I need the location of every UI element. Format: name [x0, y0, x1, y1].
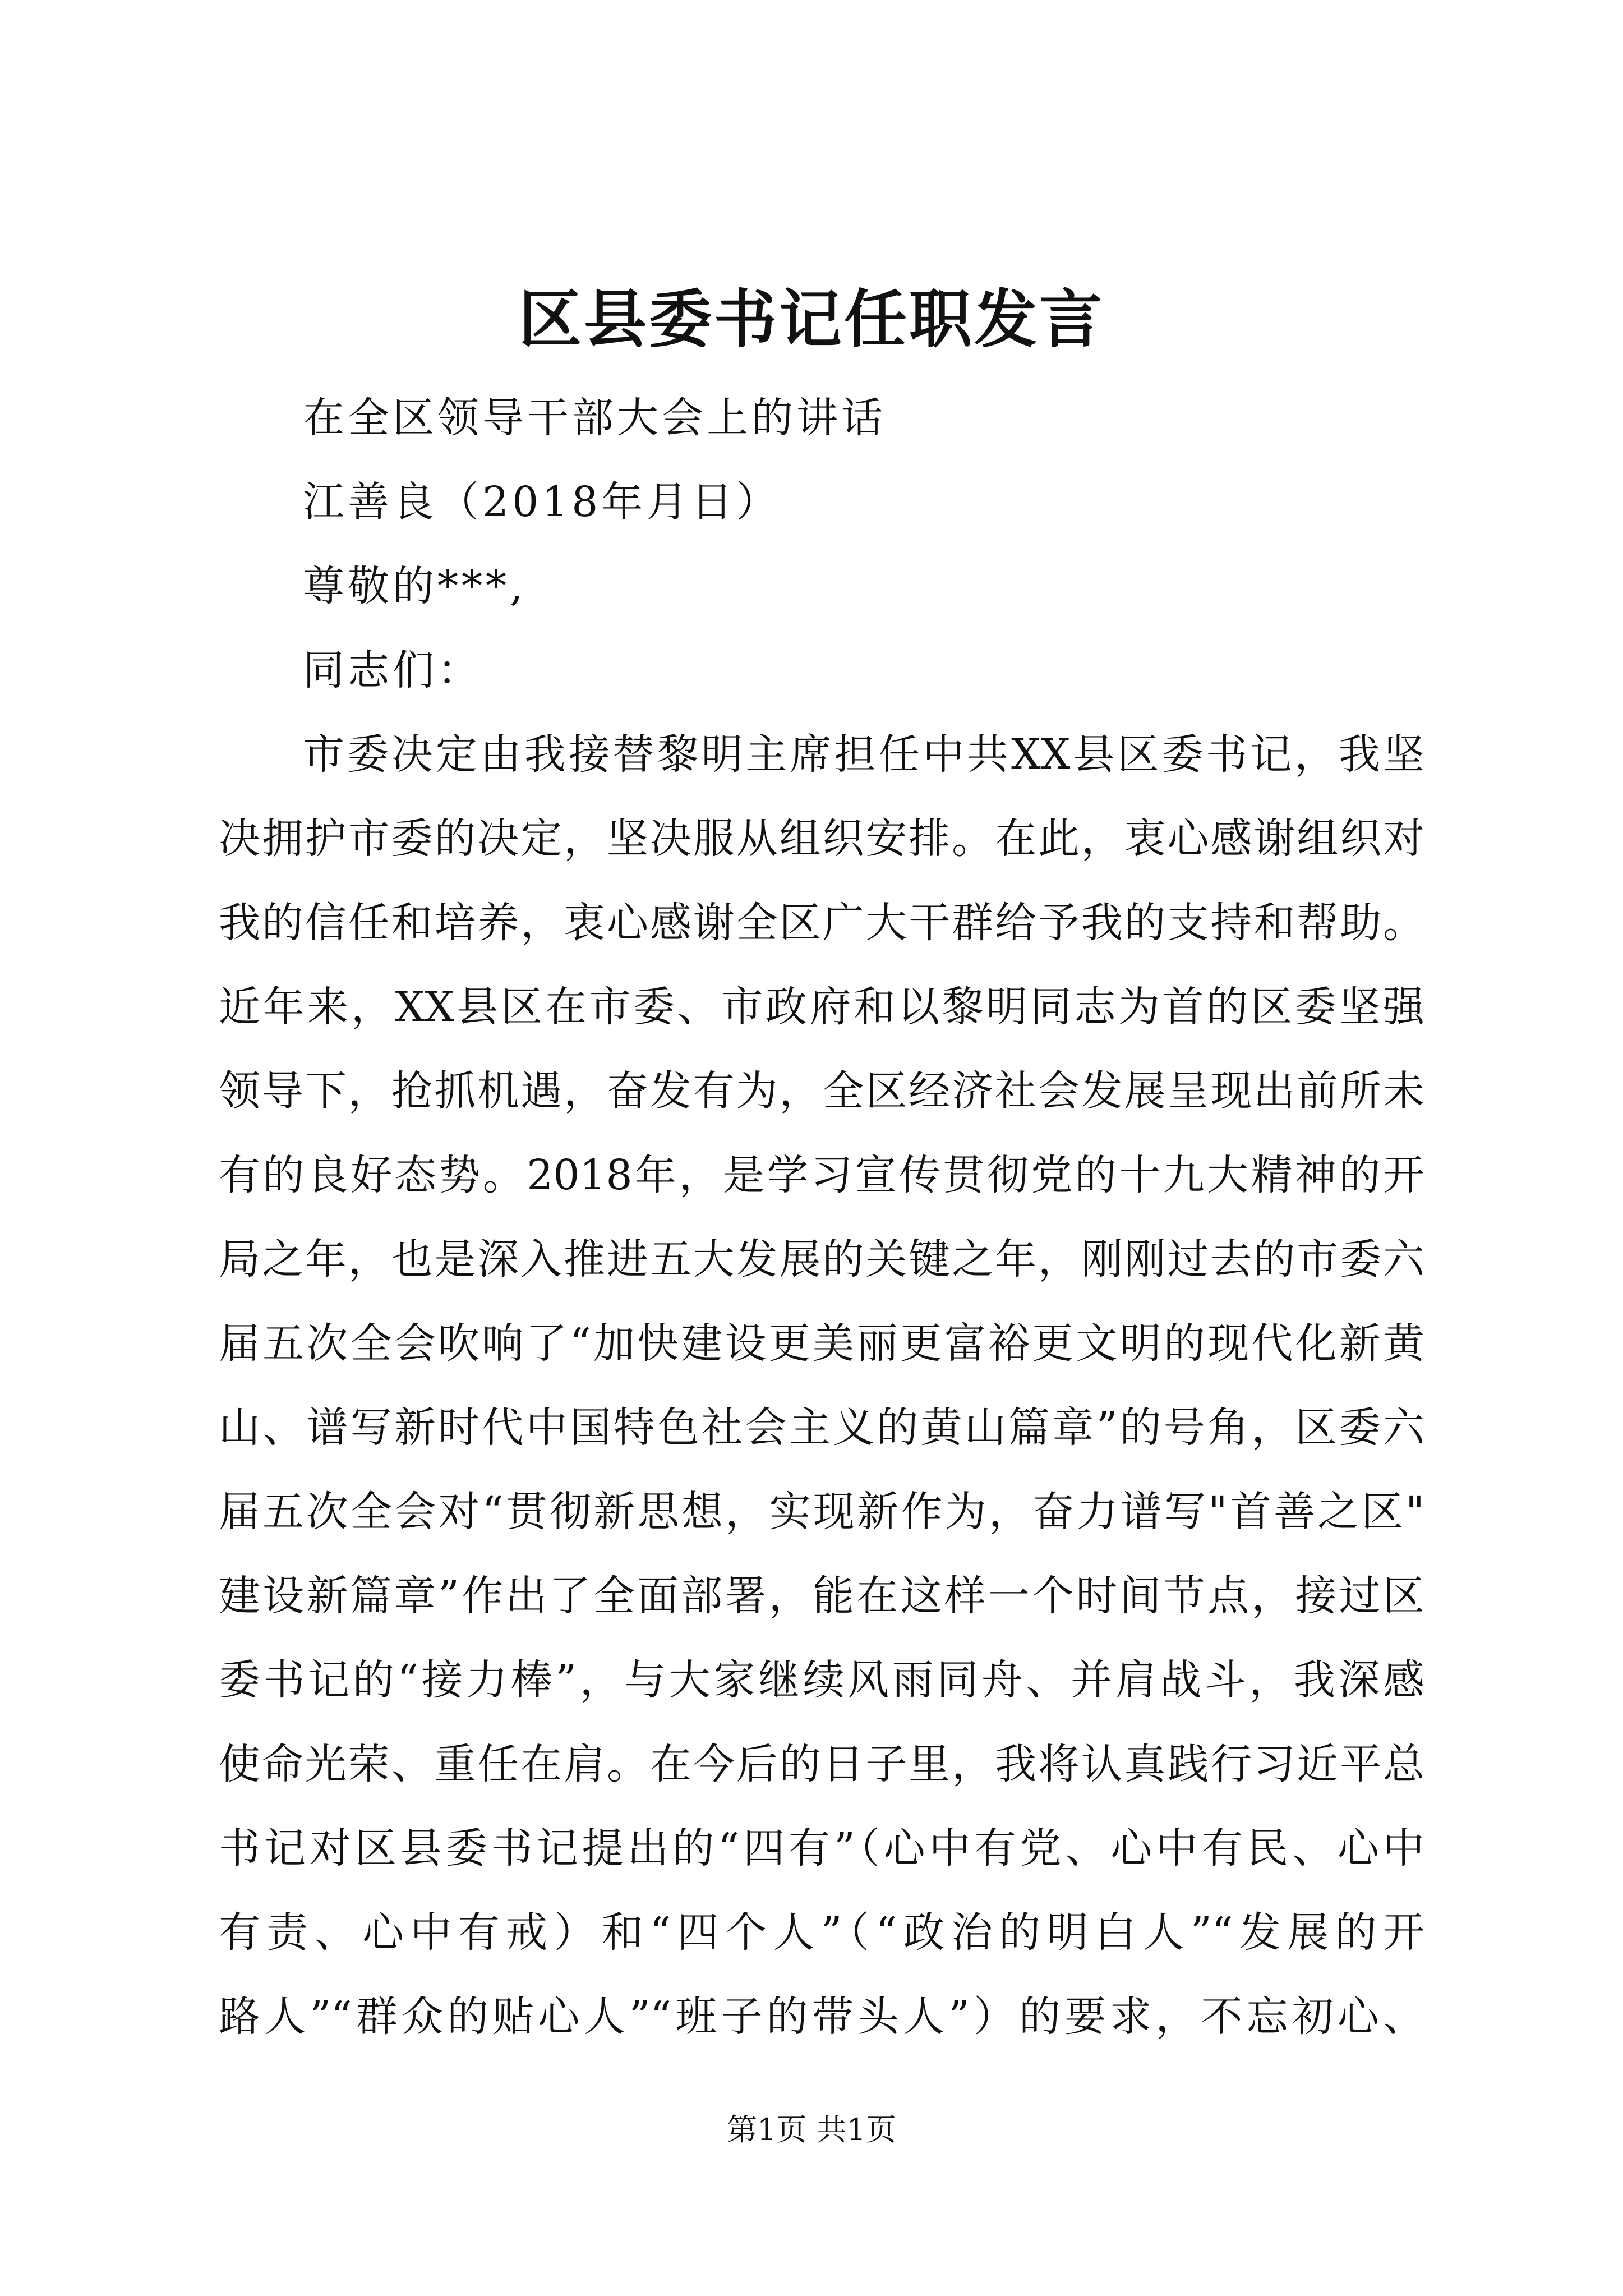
body-line: 建设新篇章”作出了全面部署，能在这样一个时间节点，接过区 — [219, 1572, 1424, 1620]
body-line: 届五次全会对“贯彻新思想，实现新作为，奋力谱写"首善之区" — [219, 1488, 1424, 1536]
salutation-comrades: 同志们： — [303, 646, 482, 694]
document-title: 区县委书记任职发言 — [519, 283, 1104, 356]
body-line: 有的良好态势。2018年，是学习宣传贯彻党的十九大精神的开 — [219, 1151, 1424, 1199]
body-line: 局之年，也是深入推进五大发展的关键之年，刚刚过去的市委六 — [219, 1235, 1424, 1283]
salutation-honorific: 尊敬的***, — [303, 562, 527, 610]
body-line: 市委决定由我接替黎明主席担任中共XX县区委书记，我坚 — [303, 730, 1424, 779]
body-line: 委书记的“接力棒”，与大家继续风雨同舟、并肩战斗，我深感 — [219, 1656, 1424, 1704]
body-line: 决拥护市委的决定，坚决服从组织安排。在此，衷心感谢组织对 — [219, 815, 1424, 863]
body-line: 届五次全会吹响了“加快建设更美丽更富裕更文明的现代化新黄 — [219, 1319, 1424, 1368]
body-line: 书记对区县委书记提出的“四有”（心中有党、心中有民、心中 — [219, 1824, 1424, 1872]
body-line: 路人”“群众的贴心人”“班子的带头人”）的要求，不忘初心、 — [219, 1993, 1424, 2041]
speaker-line: 江善良（2018年月日） — [303, 478, 781, 526]
body-line: 近年来，XX县区在市委、市政府和以黎明同志为首的区委坚强 — [219, 983, 1424, 1031]
body-line: 使命光荣、重任在肩。在今后的日子里，我将认真践行习近平总 — [219, 1740, 1424, 1788]
page-footer: 第1页 共1页 — [727, 2112, 896, 2147]
subtitle: 在全区领导干部大会上的讲话 — [303, 394, 886, 442]
body-line: 山、谱写新时代中国特色社会主义的黄山篇章”的号角，区委六 — [219, 1404, 1424, 1452]
body-line: 有责、心中有戒）和“四个人”（“政治的明白人”“发展的开 — [219, 1908, 1424, 1957]
body-line: 领导下，抢抓机遇，奋发有为，全区经济社会发展呈现出前所未 — [219, 1067, 1424, 1115]
body-line: 我的信任和培养，衷心感谢全区广大干群给予我的支持和帮助。 — [219, 899, 1424, 947]
